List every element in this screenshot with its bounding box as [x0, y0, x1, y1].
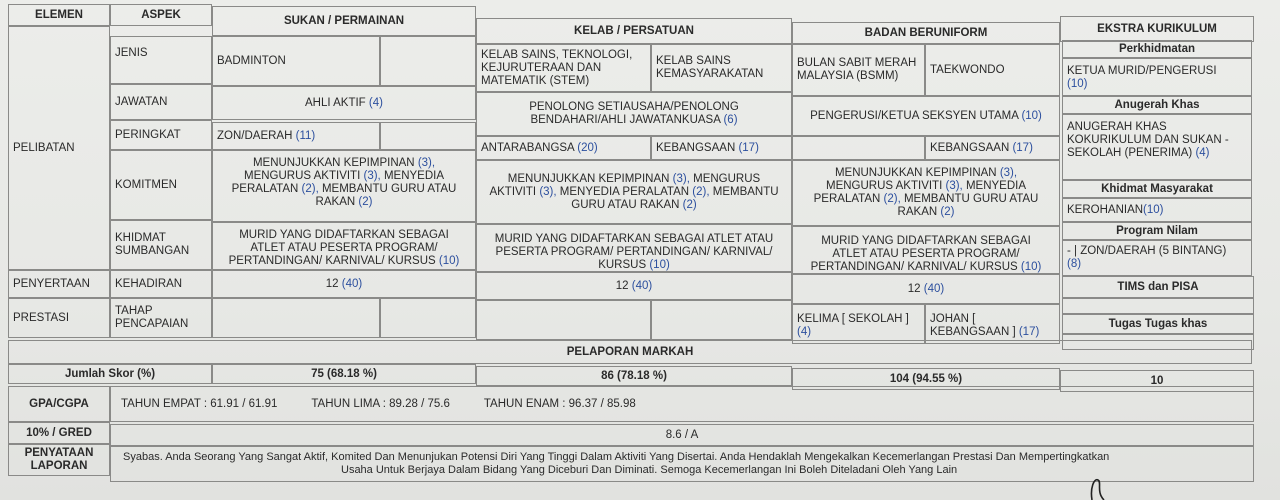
pernyataan-label: PENYATAAN LAPORAN — [8, 444, 110, 476]
khidmat-badan: MURID YANG DIDAFTARKAN SEBAGAI ATLET ATAU PESERTA PROGRAM/ PERTANDINGAN/ KARNIVAL/ KURSUS (10) — [792, 226, 1060, 274]
pelaporan-title: PELAPORAN MARKAH — [8, 340, 1252, 364]
jumlah-badan: 104 (94.55 %) — [792, 368, 1060, 390]
gpa-tahun-empat: TAHUN EMPAT : 61.91 / 61.91 — [121, 397, 278, 410]
ekstra-nilam-title: Program Nilam — [1062, 222, 1252, 240]
peringkat-sukan-2 — [380, 122, 476, 150]
peringkat-badan-2: KEBANGSAAN (17) — [925, 136, 1060, 160]
aspek-tahap: TAHAP PENCAPAIAN — [110, 298, 212, 338]
ekstra-tims-value — [1062, 298, 1254, 314]
tahap-badan-2: JOHAN [ KEBANGSAAN ] (17) — [925, 304, 1060, 344]
elemen-pelibatan: PELIBATAN — [8, 26, 110, 270]
jawatan-badan: PENGERUSI/KETUA SEKSYEN UTAMA (10) — [792, 96, 1060, 136]
kehadiran-sukan: 12 (40) — [212, 270, 476, 298]
header-sukan: SUKAN / PERMAINAN — [212, 6, 476, 36]
gpa-tahun-lima: TAHUN LIMA : 89.28 / 75.6 — [311, 397, 450, 410]
ekstra-anugerah-value: ANUGERAH KHAS KOKURIKULUM DAN SUKAN - SEKOLAH (PENERIMA) (4) — [1062, 114, 1252, 180]
ekstra-perkhidmatan-title: Perkhidmatan — [1062, 40, 1252, 58]
elemen-prestasi: PRESTASI — [8, 298, 110, 338]
peringkat-badan-1 — [792, 136, 925, 160]
ekstra-tims-title: TIMS dan PISA — [1062, 276, 1254, 298]
pernyataan-line-2: Usaha Untuk Berjaya Dalam Bidang Yang Diceburi Dan Diminati. Semoga Kecemerlangan Ini Boleh Diteladani Oleh Yang Lain — [341, 464, 958, 476]
gred-value: 8.6 / A — [110, 424, 1254, 446]
aspek-kehadiran: KEHADIRAN — [110, 270, 212, 298]
jumlah-label: Jumlah Skor (%) — [8, 364, 212, 384]
gpa-values — [110, 386, 1254, 422]
jenis-badan-2: TAEKWONDO — [925, 44, 1060, 96]
aspek-komitmen: KOMITMEN — [110, 150, 212, 220]
jumlah-sukan: 75 (68.18 %) — [212, 364, 476, 384]
jenis-sukan-1: BADMINTON — [212, 36, 380, 86]
jenis-kelab-1: KELAB SAINS, TEKNOLOGI, KEJURUTERAAN DAN MATEMATIK (STEM) — [476, 44, 651, 92]
ekstra-khidmat-title: Khidmat Masyarakat — [1062, 180, 1252, 198]
aspek-khidmat: KHIDMAT SUMBANGAN — [110, 220, 212, 270]
jenis-sukan-2 — [380, 36, 476, 86]
tahap-sukan-1 — [212, 298, 380, 338]
header-aspek: ASPEK — [110, 4, 212, 26]
header-ekstra: EKSTRA KURIKULUM — [1060, 16, 1254, 42]
gpa-tahun-enam: TAHUN ENAM : 96.37 / 85.98 — [483, 397, 636, 410]
header-badan: BADAN BERUNIFORM — [792, 22, 1060, 44]
jenis-kelab-2: KELAB SAINS KEMASYARAKATAN — [651, 44, 792, 92]
peringkat-sukan-1: ZON/DAERAH (11) — [212, 122, 380, 150]
kehadiran-kelab: 12 (40) — [476, 272, 792, 300]
jawatan-kelab: PENOLONG SETIAUSAHA/PENOLONG BENDAHARI/AHLI JAWATANKUASA (6) — [476, 92, 792, 136]
ekstra-nilam-value: - | ZON/DAERAH (5 BINTANG) (8) — [1062, 240, 1252, 276]
khidmat-sukan: MURID YANG DIDAFTARKAN SEBAGAI ATLET ATAU PESERTA PROGRAM/ PERTANDINGAN/ KARNIVAL/ KURSUS (10) — [212, 222, 476, 270]
peringkat-kelab-1: ANTARABANGSA (20) — [476, 136, 651, 160]
ekstra-khidmat-value: KEROHANIAN(10) — [1062, 198, 1252, 222]
tahap-badan-1: KELIMA [ SEKOLAH ] (4) — [792, 304, 925, 344]
aspek-jenis: JENIS — [110, 36, 212, 84]
gpa-label: GPA/CGPA — [8, 386, 110, 422]
jawatan-sukan: AHLI AKTIF (4) — [212, 86, 476, 120]
tahap-kelab-2 — [651, 300, 792, 340]
ekstra-tugas-title: Tugas Tugas khas — [1062, 314, 1254, 334]
khidmat-kelab: MURID YANG DIDAFTARKAN SEBAGAI ATLET ATAU PESERTA PROGRAM/ PERTANDINGAN/ KARNIVAL/ KURSUS (10) — [476, 224, 792, 272]
ekstra-perkhidmatan-value: KETUA MURID/PENGERUSI (10) — [1062, 58, 1252, 96]
jenis-badan-1: BULAN SABIT MERAH MALAYSIA (BSMM) — [792, 44, 925, 96]
jumlah-kelab: 86 (78.18 %) — [476, 366, 792, 386]
elemen-penyertaan: PENYERTAAN — [8, 270, 110, 298]
aspek-jawatan: JAWATAN — [110, 84, 212, 120]
jumlah-ekstra: 10 — [1060, 370, 1254, 392]
header-elemen: ELEMEN — [8, 4, 110, 26]
komitmen-badan: MENUNJUKKAN KEPIMPINAN (3), MENGURUS AKTIVITI (3), MENYEDIA PERALATAN (2), MEMBANTU GURU ATAU RAKAN (2) — [792, 160, 1060, 226]
pernyataan-line-1: Syabas. Anda Seorang Yang Sangat Aktif, Komited Dan Menunjukan Potensi Diri Yang Tinggi Dalam Aktiviti Yang Disertai. Anda Hendaklah Mengekalkan Kecemerlangan Prestasi Dan Mempertingkatkan — [123, 451, 1110, 463]
aspek-peringkat: PERINGKAT — [110, 120, 212, 150]
peringkat-kelab-2: KEBANGSAAN (17) — [651, 136, 792, 160]
signature-mark — [1082, 474, 1122, 500]
kehadiran-badan: 12 (40) — [792, 274, 1060, 304]
gred-label: 10% / GRED — [8, 422, 110, 444]
header-kelab: KELAB / PERSATUAN — [476, 18, 792, 44]
tahap-sukan-2 — [380, 298, 476, 338]
komitmen-kelab: MENUNJUKKAN KEPIMPINAN (3), MENGURUS AKTIVITI (3), MENYEDIA PERALATAN (2), MEMBANTU GURU ATAU RAKAN (2) — [476, 160, 792, 224]
komitmen-sukan: MENUNJUKKAN KEPIMPINAN (3), MENGURUS AKTIVITI (3), MENYEDIA PERALATAN (2), MEMBANTU GURU ATAU RAKAN (2) — [212, 150, 476, 222]
ekstra-anugerah-title: Anugerah Khas — [1062, 96, 1252, 114]
tahap-kelab-1 — [476, 300, 651, 340]
